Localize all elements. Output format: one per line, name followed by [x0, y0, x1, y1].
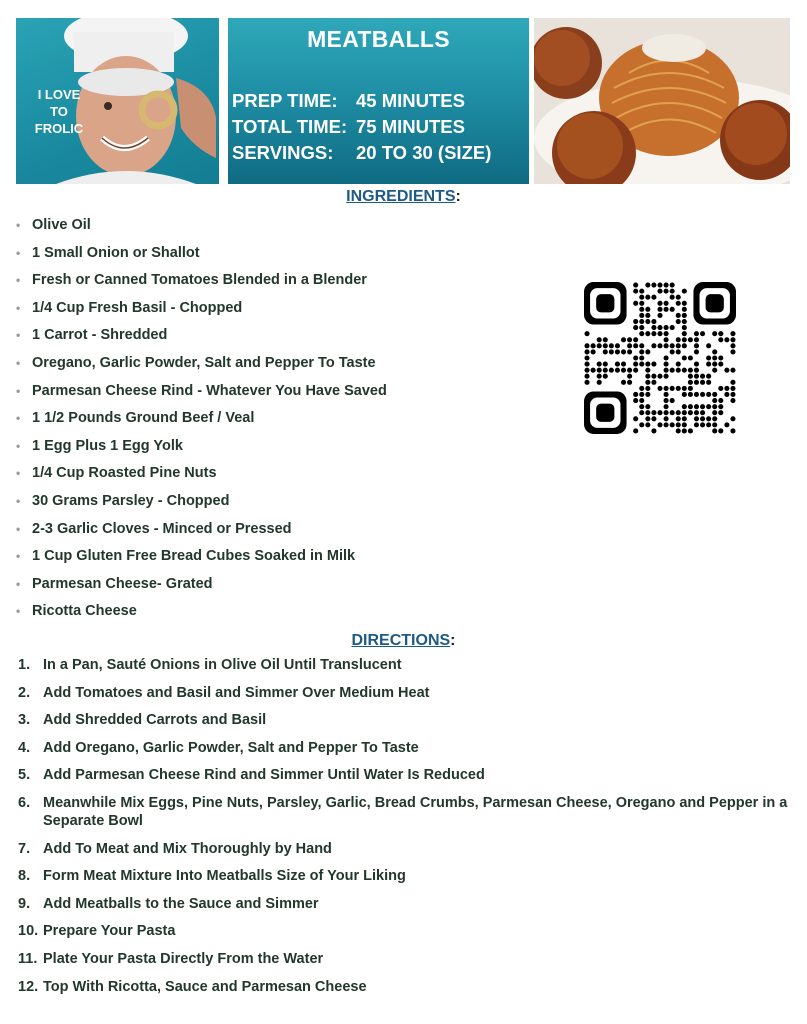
- list-item: • 2-3 Garlic Cloves - Minced or Pressed: [16, 520, 292, 537]
- directions-heading: DIRECTIONS:: [351, 632, 456, 649]
- total-time-value: 75 MINUTES: [356, 116, 465, 137]
- list-item: 3. Add Shredded Carrots and Basil: [18, 712, 267, 729]
- list-item: • 1/4 Cup Fresh Basil - Chopped: [16, 299, 243, 316]
- list-item: • Parmesan Cheese Rind - Whatever You Have Saved: [16, 382, 387, 399]
- list-item: • Olive Oil: [16, 217, 91, 233]
- total-time-label: TOTAL TIME:: [232, 116, 348, 137]
- prep-time-label: PREP TIME:: [232, 90, 338, 111]
- list-item: 6. Meanwhile Mix Eggs, Pine Nuts, Parsley, Garlic, Bread Crumbs, Parmesan Cheese, Oregano and Pepper in a Separate Bowl: [18, 794, 788, 829]
- meatballs-photo-image: [534, 18, 790, 184]
- recipe-title: MEATBALLS: [307, 26, 450, 52]
- list-item: 9. Add Meatballs to the Sauce and Simmer: [18, 895, 319, 912]
- ingredients-heading: INGREDIENTS:: [346, 188, 461, 205]
- list-item: 8. Form Meat Mixture Into Meatballs Size of Your Liking: [18, 868, 406, 885]
- prep-time-value: 45 MINUTES: [356, 90, 465, 111]
- servings-label: SERVINGS:: [232, 142, 334, 163]
- qr-code-icon[interactable]: [584, 282, 736, 434]
- servings-row: [232, 142, 491, 164]
- list-item: 1. In a Pan, Sauté Onions in Olive Oil Until Translucent: [18, 657, 402, 673]
- list-item: • 1 Cup Gluten Free Bread Cubes Soaked in Milk: [16, 548, 356, 565]
- list-item: • 1 Carrot - Shredded: [16, 327, 168, 344]
- chef-photo-panel: [16, 18, 219, 184]
- list-item: • 30 Grams Parsley - Chopped: [16, 492, 230, 509]
- servings-value: 20 TO 30 (SIZE): [356, 142, 492, 163]
- list-item: 12. Top With Ricotta, Sauce and Parmesan Cheese: [18, 978, 367, 995]
- ingredients-list: [16, 212, 556, 626]
- list-item: • 1/4 Cup Roasted Pine Nuts: [16, 465, 217, 482]
- prep-time-row: [232, 90, 465, 112]
- list-item: 4. Add Oregano, Garlic Powder, Salt and Pepper To Taste: [18, 739, 419, 756]
- list-item: 5. Add Parmesan Cheese Rind and Simmer Until Water Is Reduced: [18, 767, 485, 784]
- list-item: 7. Add To Meat and Mix Thoroughly by Hand: [18, 840, 332, 857]
- list-item: • 1 1/2 Pounds Ground Beef / Veal: [16, 410, 255, 427]
- list-item: • 1 Small Onion or Shallot: [16, 244, 200, 261]
- list-item: • Fresh or Canned Tomatoes Blended in a Blender: [16, 272, 367, 289]
- list-item: • Parmesan Cheese- Grated: [16, 575, 213, 592]
- list-item: • Oregano, Garlic Powder, Salt and Pepper To Taste: [16, 354, 376, 371]
- list-item: 2. Add Tomatoes and Basil and Simmer Over Medium Heat: [18, 684, 430, 701]
- list-item: • Ricotta Cheese: [16, 603, 137, 620]
- recipe-info-panel: [228, 18, 529, 184]
- recipe-header: [16, 18, 790, 184]
- list-item: 11. Plate Your Pasta Directly From the Water: [18, 950, 324, 967]
- directions-list: [18, 656, 793, 1005]
- list-item: • 1 Egg Plus 1 Egg Yolk: [16, 437, 183, 454]
- meatballs-photo: [534, 18, 790, 184]
- list-item: 10. Prepare Your Pasta: [18, 923, 176, 940]
- total-time-row: [232, 116, 465, 138]
- frolic-badge-text: I LOVE TO FROLIC: [34, 87, 84, 136]
